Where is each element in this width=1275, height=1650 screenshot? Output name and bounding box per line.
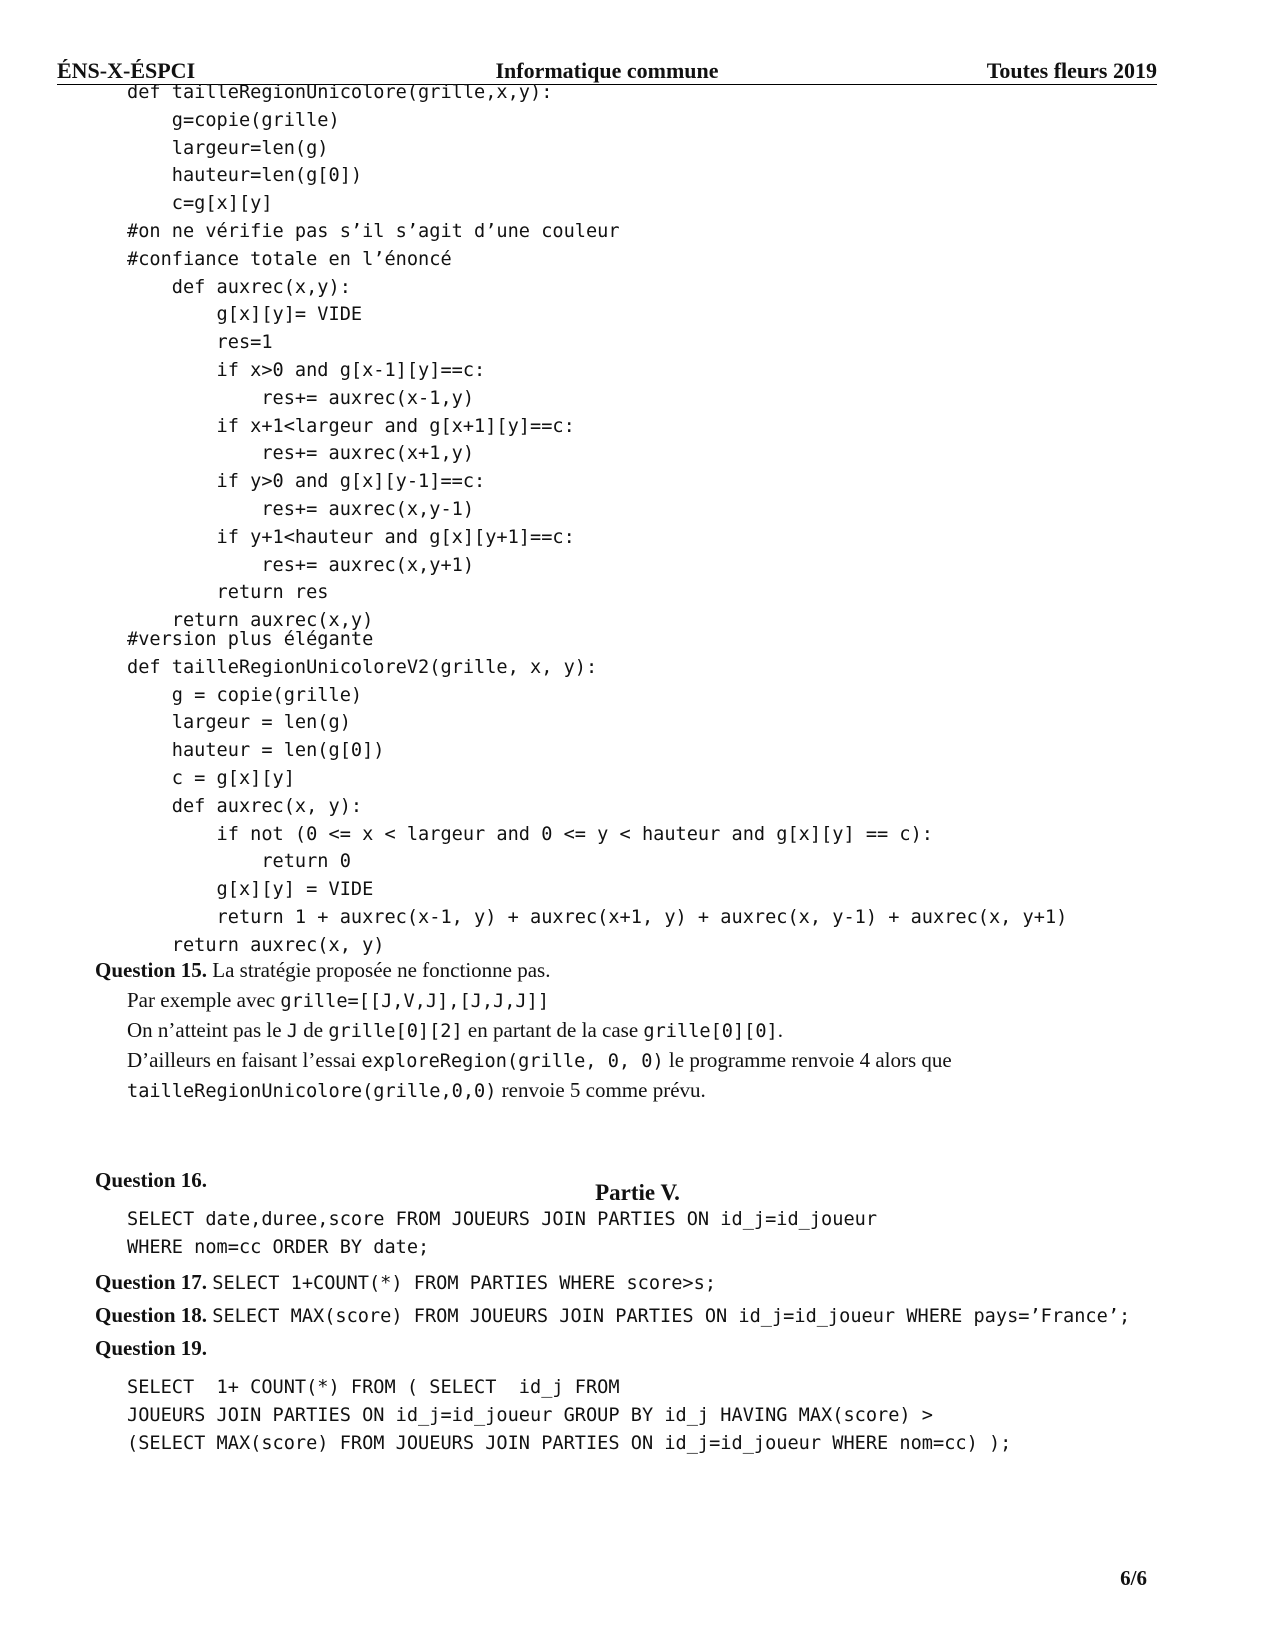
code-line: if x>0 and g[x-1][y]==c: bbox=[127, 359, 486, 381]
question-15-text: La stratégie proposée ne fonctionne pas. bbox=[207, 958, 551, 982]
code-line: return 0 bbox=[127, 851, 351, 873]
code-line: g[x][y] = VIDE bbox=[127, 879, 374, 901]
question-16-code bbox=[127, 1206, 877, 1262]
question-17-code: SELECT 1+COUNT(*) FROM PARTIES WHERE score>s; bbox=[212, 1273, 717, 1294]
code-line: largeur = len(g) bbox=[127, 712, 351, 734]
question-18-code: SELECT MAX(score) FROM JOUEURS JOIN PARTIES ON id_j=id_joueur WHERE pays=’France’; bbox=[212, 1306, 1131, 1327]
header-center: Informatique commune bbox=[495, 58, 719, 83]
code-line: c=g[x][y] bbox=[127, 193, 273, 215]
code-block-taille-region bbox=[127, 79, 620, 635]
q15-line-1-code: grille=[[J,V,J],[J,J,J]] bbox=[280, 991, 550, 1012]
code-line: if y>0 and g[x][y-1]==c: bbox=[127, 471, 486, 493]
code-line: def auxrec(x,y): bbox=[127, 276, 351, 298]
q15-line-1-text: Par exemple avec bbox=[127, 988, 281, 1012]
q15-line-2-text-a: On n’atteint pas le bbox=[127, 1018, 287, 1042]
code-line: if not (0 <= x < largeur and 0 <= y < hauteur and g[x][y] == c): bbox=[127, 823, 933, 845]
code-line: #confiance totale en l’énoncé bbox=[127, 248, 452, 270]
q15-line-1 bbox=[127, 988, 549, 1013]
code-line: if x+1<largeur and g[x+1][y]==c: bbox=[127, 415, 575, 437]
q15-line-2-text-b: de bbox=[298, 1018, 329, 1042]
code-line: SELECT 1+ COUNT(*) FROM ( SELECT id_j FROM bbox=[127, 1377, 620, 1398]
question-17-label: Question 17. bbox=[95, 1270, 208, 1294]
q15-line-4-text: renvoie 5 comme prévu. bbox=[496, 1078, 706, 1102]
code-line: #on ne vérifie pas s’il s’agit d’une couleur bbox=[127, 220, 620, 242]
question-19-code bbox=[127, 1374, 1011, 1457]
code-line: res+= auxrec(x,y-1) bbox=[127, 498, 475, 520]
question-16-label: Question 16. bbox=[95, 1168, 208, 1192]
q15-line-3 bbox=[127, 1048, 952, 1073]
code-line: WHERE nom=cc ORDER BY date; bbox=[127, 1236, 430, 1258]
q15-line-3-text-a: D’ailleurs en faisant l’essai bbox=[127, 1048, 362, 1072]
code-line: res+= auxrec(x-1,y) bbox=[127, 387, 475, 409]
question-15 bbox=[95, 958, 550, 983]
q15-line-4-code: tailleRegionUnicolore(grille,0,0) bbox=[127, 1081, 497, 1102]
page-number: 6/6 bbox=[1120, 1566, 1147, 1590]
header-right: Toutes fleurs 2019 bbox=[986, 58, 1157, 83]
q15-line-3-text-b: le programme renvoie 4 alors que bbox=[663, 1048, 952, 1072]
code-line: hauteur = len(g[0]) bbox=[127, 740, 385, 762]
code-line: g = copie(grille) bbox=[127, 684, 363, 706]
code-line: return auxrec(x, y) bbox=[127, 934, 385, 956]
code-line: def tailleRegionUnicoloreV2(grille, x, y): bbox=[127, 656, 598, 678]
code-line: if y+1<hauteur and g[x][y+1]==c: bbox=[127, 526, 575, 548]
code-line: return 1 + auxrec(x-1, y) + auxrec(x+1, y) + auxrec(x, y-1) + auxrec(x, y+1) bbox=[127, 906, 1068, 928]
question-16 bbox=[95, 1168, 207, 1193]
q15-line-2-code-2: grille[0][2] bbox=[328, 1021, 463, 1042]
question-15-label: Question 15. bbox=[95, 958, 208, 982]
code-line: return res bbox=[127, 582, 329, 604]
code-line: hauteur=len(g[0]) bbox=[127, 165, 363, 187]
q15-line-2-code-3: grille[0][0] bbox=[643, 1021, 778, 1042]
code-line: def auxrec(x, y): bbox=[127, 795, 363, 817]
code-line: (SELECT MAX(score) FROM JOUEURS JOIN PARTIES ON id_j=id_joueur WHERE nom=cc) ); bbox=[127, 1432, 1012, 1454]
section-title: Partie V. bbox=[595, 1180, 680, 1205]
code-line: def tailleRegionUnicolore(grille,x,y): bbox=[127, 82, 553, 103]
code-line: g=copie(grille) bbox=[127, 109, 340, 131]
code-line: res+= auxrec(x+1,y) bbox=[127, 443, 475, 465]
q15-line-4 bbox=[127, 1078, 706, 1103]
question-18 bbox=[95, 1303, 1130, 1328]
code-line: largeur=len(g) bbox=[127, 137, 329, 159]
q15-line-2 bbox=[127, 1018, 783, 1043]
q15-line-2-text-d: . bbox=[777, 1018, 784, 1042]
question-18-label: Question 18. bbox=[95, 1303, 208, 1327]
code-line: #version plus élégante bbox=[127, 629, 374, 650]
question-19 bbox=[95, 1336, 207, 1361]
code-line: res+= auxrec(x,y+1) bbox=[127, 554, 475, 576]
q15-line-2-text-c: en partant de la case bbox=[462, 1018, 644, 1042]
q15-line-2-code-1: J bbox=[286, 1021, 298, 1042]
header-left: ÉNS-X-ÉSPCI bbox=[57, 58, 196, 83]
code-line: res=1 bbox=[127, 332, 273, 354]
code-line: SELECT date,duree,score FROM JOUEURS JOIN PARTIES ON id_j=id_joueur bbox=[127, 1209, 878, 1230]
code-line: c = g[x][y] bbox=[127, 767, 295, 789]
code-line: g[x][y]= VIDE bbox=[127, 304, 363, 326]
code-line: JOUEURS JOIN PARTIES ON id_j=id_joueur GROUP BY id_j HAVING MAX(score) > bbox=[127, 1404, 933, 1426]
code-block-version-elegante bbox=[127, 626, 1067, 960]
q15-line-3-code: exploreRegion(grille, 0, 0) bbox=[361, 1051, 664, 1072]
question-17 bbox=[95, 1270, 716, 1295]
question-19-label: Question 19. bbox=[95, 1336, 208, 1360]
code-line: return auxrec(x,y) bbox=[127, 610, 374, 632]
